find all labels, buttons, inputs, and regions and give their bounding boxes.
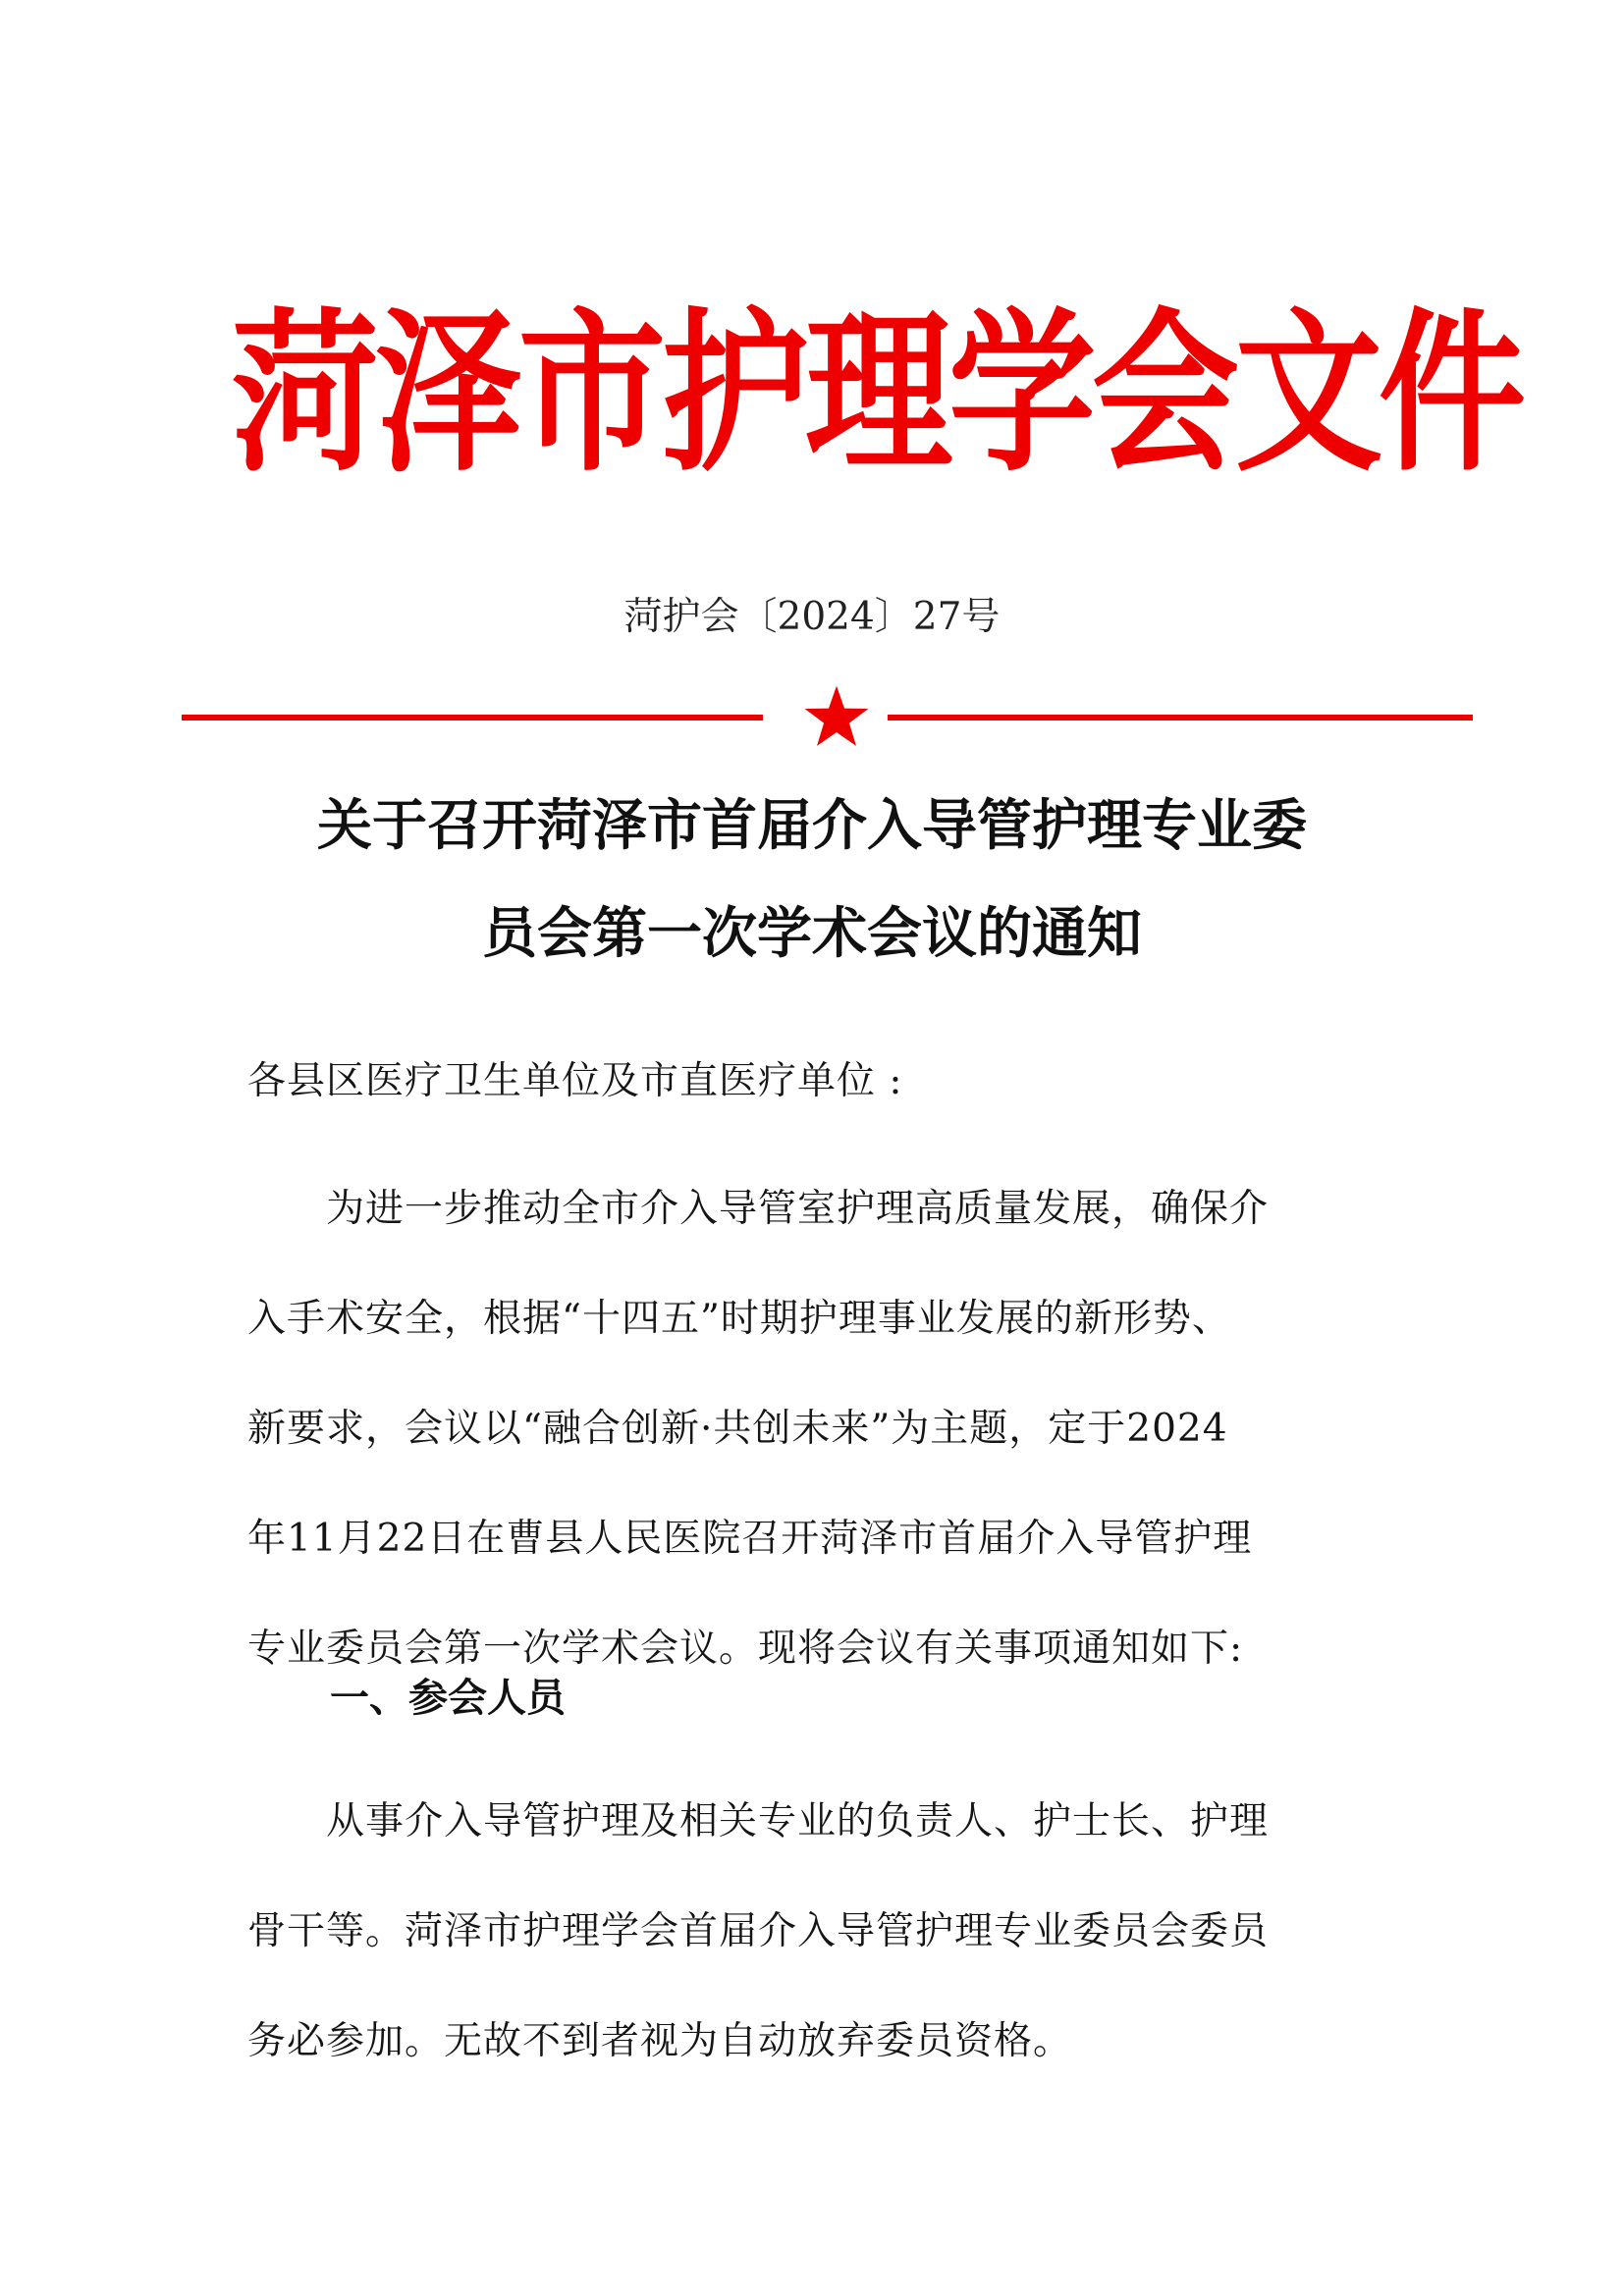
document-number: 菏护会〔2024〕27号 bbox=[623, 595, 1001, 639]
section-heading-attendees: 一、参会人员 bbox=[330, 1676, 566, 1721]
attendees-paragraph bbox=[247, 1767, 1375, 2097]
paragraph-line: 新要求，会议以“融合创新·共创未来”为主题，定于2024 bbox=[247, 1407, 1228, 1451]
intro-paragraph bbox=[247, 1154, 1375, 1704]
paragraph-line: 务必参加。无故不到者视为自动放弃委员资格。 bbox=[247, 2019, 1073, 2063]
addressee: 各县区医疗卫生单位及市直医疗单位 : bbox=[247, 1059, 903, 1103]
star-icon bbox=[803, 683, 870, 750]
document-masthead: 菏泽市护理学会文件 bbox=[232, 294, 1523, 496]
paragraph-line: 从事介入导管护理及相关专业的负责人、护士长、护理 bbox=[247, 1799, 1270, 1843]
red-divider-left bbox=[182, 715, 763, 721]
notice-title-line-1: 关于召开菏泽市首届介入导管护理专业委 bbox=[317, 793, 1307, 858]
notice-title bbox=[236, 772, 1388, 988]
notice-title-line-2: 员会第一次学术会议的通知 bbox=[482, 901, 1142, 966]
red-divider-right bbox=[888, 715, 1473, 721]
paragraph-line: 专业委员会第一次学术会议。现将会议有关事项通知如下: bbox=[247, 1627, 1244, 1671]
paragraph-line: 为进一步推动全市介入导管室护理高质量发展，确保介 bbox=[247, 1187, 1270, 1231]
paragraph-line: 骨干等。菏泽市护理学会首届介入导管护理专业委员会委员 bbox=[247, 1909, 1270, 1953]
paragraph-line: 年11月22日在曹县人民医院召开菏泽市首届介入导管护理 bbox=[247, 1517, 1253, 1561]
paragraph-line: 入手术安全，根据“十四五”时期护理事业发展的新形势、 bbox=[247, 1297, 1231, 1341]
